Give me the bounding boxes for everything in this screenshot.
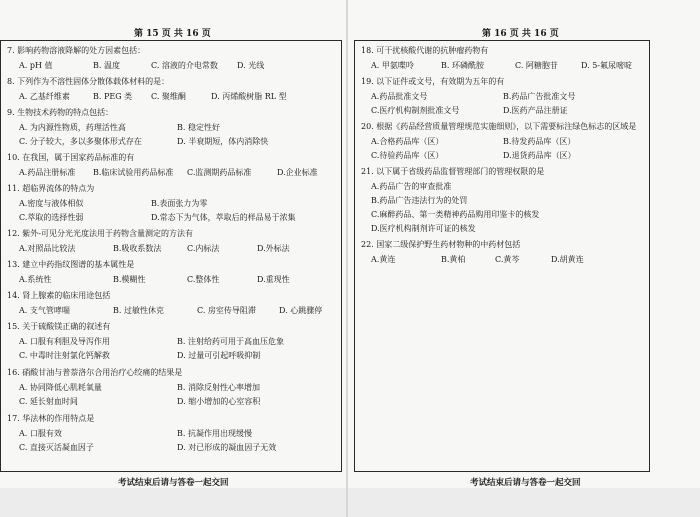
option-b: B.模糊性: [113, 275, 146, 284]
question-text: 17. 华法林的作用特点是: [7, 414, 95, 423]
option-d: D.外标法: [257, 244, 290, 253]
option-c: C. 中毒时注射氯化钙解救: [19, 351, 110, 360]
option-c: C. 延长射血时间: [19, 397, 78, 406]
option-a: A.密度与液体相似: [19, 199, 84, 208]
question-text: 7. 影响药物溶液降解的处方因素包括：: [7, 46, 146, 55]
question-text: 11. 超临界流体的特点为: [7, 184, 95, 193]
option-c: C. 聚维酮: [151, 92, 186, 101]
question-text: 19. 以下证件或文号，有效期为五年的有: [361, 77, 505, 86]
option-d: D. 缩小增加的心室容积: [177, 397, 261, 406]
option-c: C.萃取的选择性弱: [19, 213, 84, 222]
option-b: B. 消除反射性心率增加: [177, 383, 260, 392]
option-b: B.药品广告违法行为的处罚: [371, 196, 468, 205]
option-d: D. 5-氟尿嘧啶: [581, 61, 633, 70]
option-b: B. 稳定性好: [177, 123, 220, 132]
option-a: A. 协同降低心肌耗氧量: [19, 383, 102, 392]
option-d: D.重现性: [257, 275, 290, 284]
question-text: 12. 紫外-可见分光光度法用于药物含量测定的方法有: [7, 229, 193, 238]
option-a: A. 口服有利胆及导泻作用: [19, 337, 110, 346]
option-b: B. 过敏性休克: [113, 306, 164, 315]
option-d: D. 对已形成的凝血因子无效: [177, 443, 277, 452]
option-c: C. 房室传导阻滞: [197, 306, 256, 315]
option-a: A.对照品比较法: [19, 244, 76, 253]
question-text: 22. 国家二级保护野生药材物种的中药材包括: [361, 240, 521, 249]
option-c: C.内标法: [187, 244, 220, 253]
option-c: C. 溶液的介电常数: [151, 61, 218, 70]
option-b: B. 注射给药可用于高血压危象: [177, 337, 284, 346]
option-c: C.医疗机构制剂批准文号: [371, 106, 460, 115]
option-d: D. 过量可引起呼吸抑制: [177, 351, 261, 360]
option-c: C.黄芩: [495, 255, 520, 264]
option-c: C.监测期药品标准: [187, 168, 252, 177]
option-c: C. 直接灭活凝血因子: [19, 443, 94, 452]
option-d: D. 心跳骤停: [279, 306, 323, 315]
option-c: C. 阿糖胞苷: [515, 61, 558, 70]
page-header: 第 16 页 共 16 页: [482, 29, 559, 39]
left-page: [0, 0, 346, 488]
option-c: C.麻醉药品、第一类精神药品购用印鉴卡的核发: [371, 210, 540, 219]
option-c: C. 分子较大，多以多聚体形式存在: [19, 137, 142, 146]
page-header: 第 15 页 共 16 页: [134, 29, 211, 39]
option-d: D.企业标准: [277, 168, 318, 177]
question-text: 13. 建立中药指纹图谱的基本属性是: [7, 260, 135, 269]
question-frame: [354, 40, 650, 472]
option-d: D. 半衰期短，体内消除快: [177, 137, 269, 146]
question-text: 20. 根据《药品经营质量管理规范实施细则》，以下需要标注绿色标志的区域是: [361, 122, 637, 131]
option-a: A. 口服有效: [19, 429, 62, 438]
option-d: D.常态下为气体，萃取后的样品易于浓集: [151, 213, 296, 222]
page-footer: 考试结束后请与答卷一起交回: [470, 478, 581, 488]
question-text: 21. 以下属于省级药品监督管理部门的管理权限的是: [361, 167, 545, 176]
option-b: B.药品广告批准文号: [503, 92, 576, 101]
option-d: D.医疗机构制剂许可证的核发: [371, 224, 476, 233]
option-b: B.待发药品库（区）: [503, 137, 576, 146]
question-frame: [0, 40, 342, 472]
option-d: D.医药产品注册证: [503, 106, 568, 115]
option-a: A. pH 值: [19, 61, 53, 70]
option-a: A.系统性: [19, 275, 52, 284]
option-a: A. 甲氨喋呤: [371, 61, 414, 70]
question-text: 16. 硝酸甘油与普萘洛尔合用治疗心绞痛的结果是: [7, 368, 183, 377]
option-a: A.合格药品库（区）: [371, 137, 444, 146]
option-a: A.黄连: [371, 255, 396, 264]
option-a: A.药品广告的审查批准: [371, 182, 452, 191]
question-text: 10. 在我国，属于国家药品标准的有: [7, 153, 135, 162]
option-b: B. 温度: [93, 61, 120, 70]
option-c: C.整体性: [187, 275, 220, 284]
option-b: B. PEG 类: [93, 92, 133, 101]
option-a: A.药品批准文号: [371, 92, 428, 101]
question-text: 18. 可干扰核酸代谢的抗肿瘤药物有: [361, 46, 489, 55]
option-a: A. 支气管哮喘: [19, 306, 70, 315]
option-b: B. 抗凝作用出现缓慢: [177, 429, 252, 438]
option-a: A.药品注册标准: [19, 168, 76, 177]
question-text: 8. 下列作为不溶性固体分散体载体材料的是：: [7, 77, 170, 86]
option-d: D. 光线: [237, 61, 265, 70]
question-text: 15. 关于硫酸镁正确的叙述有: [7, 322, 111, 331]
option-d: D.退货药品库（区）: [503, 151, 576, 160]
option-b: B.临床试验用药品标准: [93, 168, 174, 177]
option-c: C.待验药品库（区）: [371, 151, 444, 160]
option-b: B.黄柏: [441, 255, 466, 264]
option-a: A. 为内源性物质，药理活性高: [19, 123, 126, 132]
option-b: B.表面张力为零: [151, 199, 208, 208]
option-a: A. 乙基纤维素: [19, 92, 70, 101]
option-b: B. 环磷酰胺: [441, 61, 484, 70]
option-d: D. 丙烯酸树脂 RL 型: [211, 92, 287, 101]
page-footer: 考试结束后请与答卷一起交回: [118, 478, 229, 488]
option-d: D.胡黄连: [551, 255, 584, 264]
right-page: [348, 0, 700, 488]
question-text: 9. 生物技术药物的特点包括：: [7, 108, 114, 117]
question-text: 14. 肾上腺素的临床用途包括: [7, 291, 111, 300]
option-b: B.吸收系数法: [113, 244, 162, 253]
